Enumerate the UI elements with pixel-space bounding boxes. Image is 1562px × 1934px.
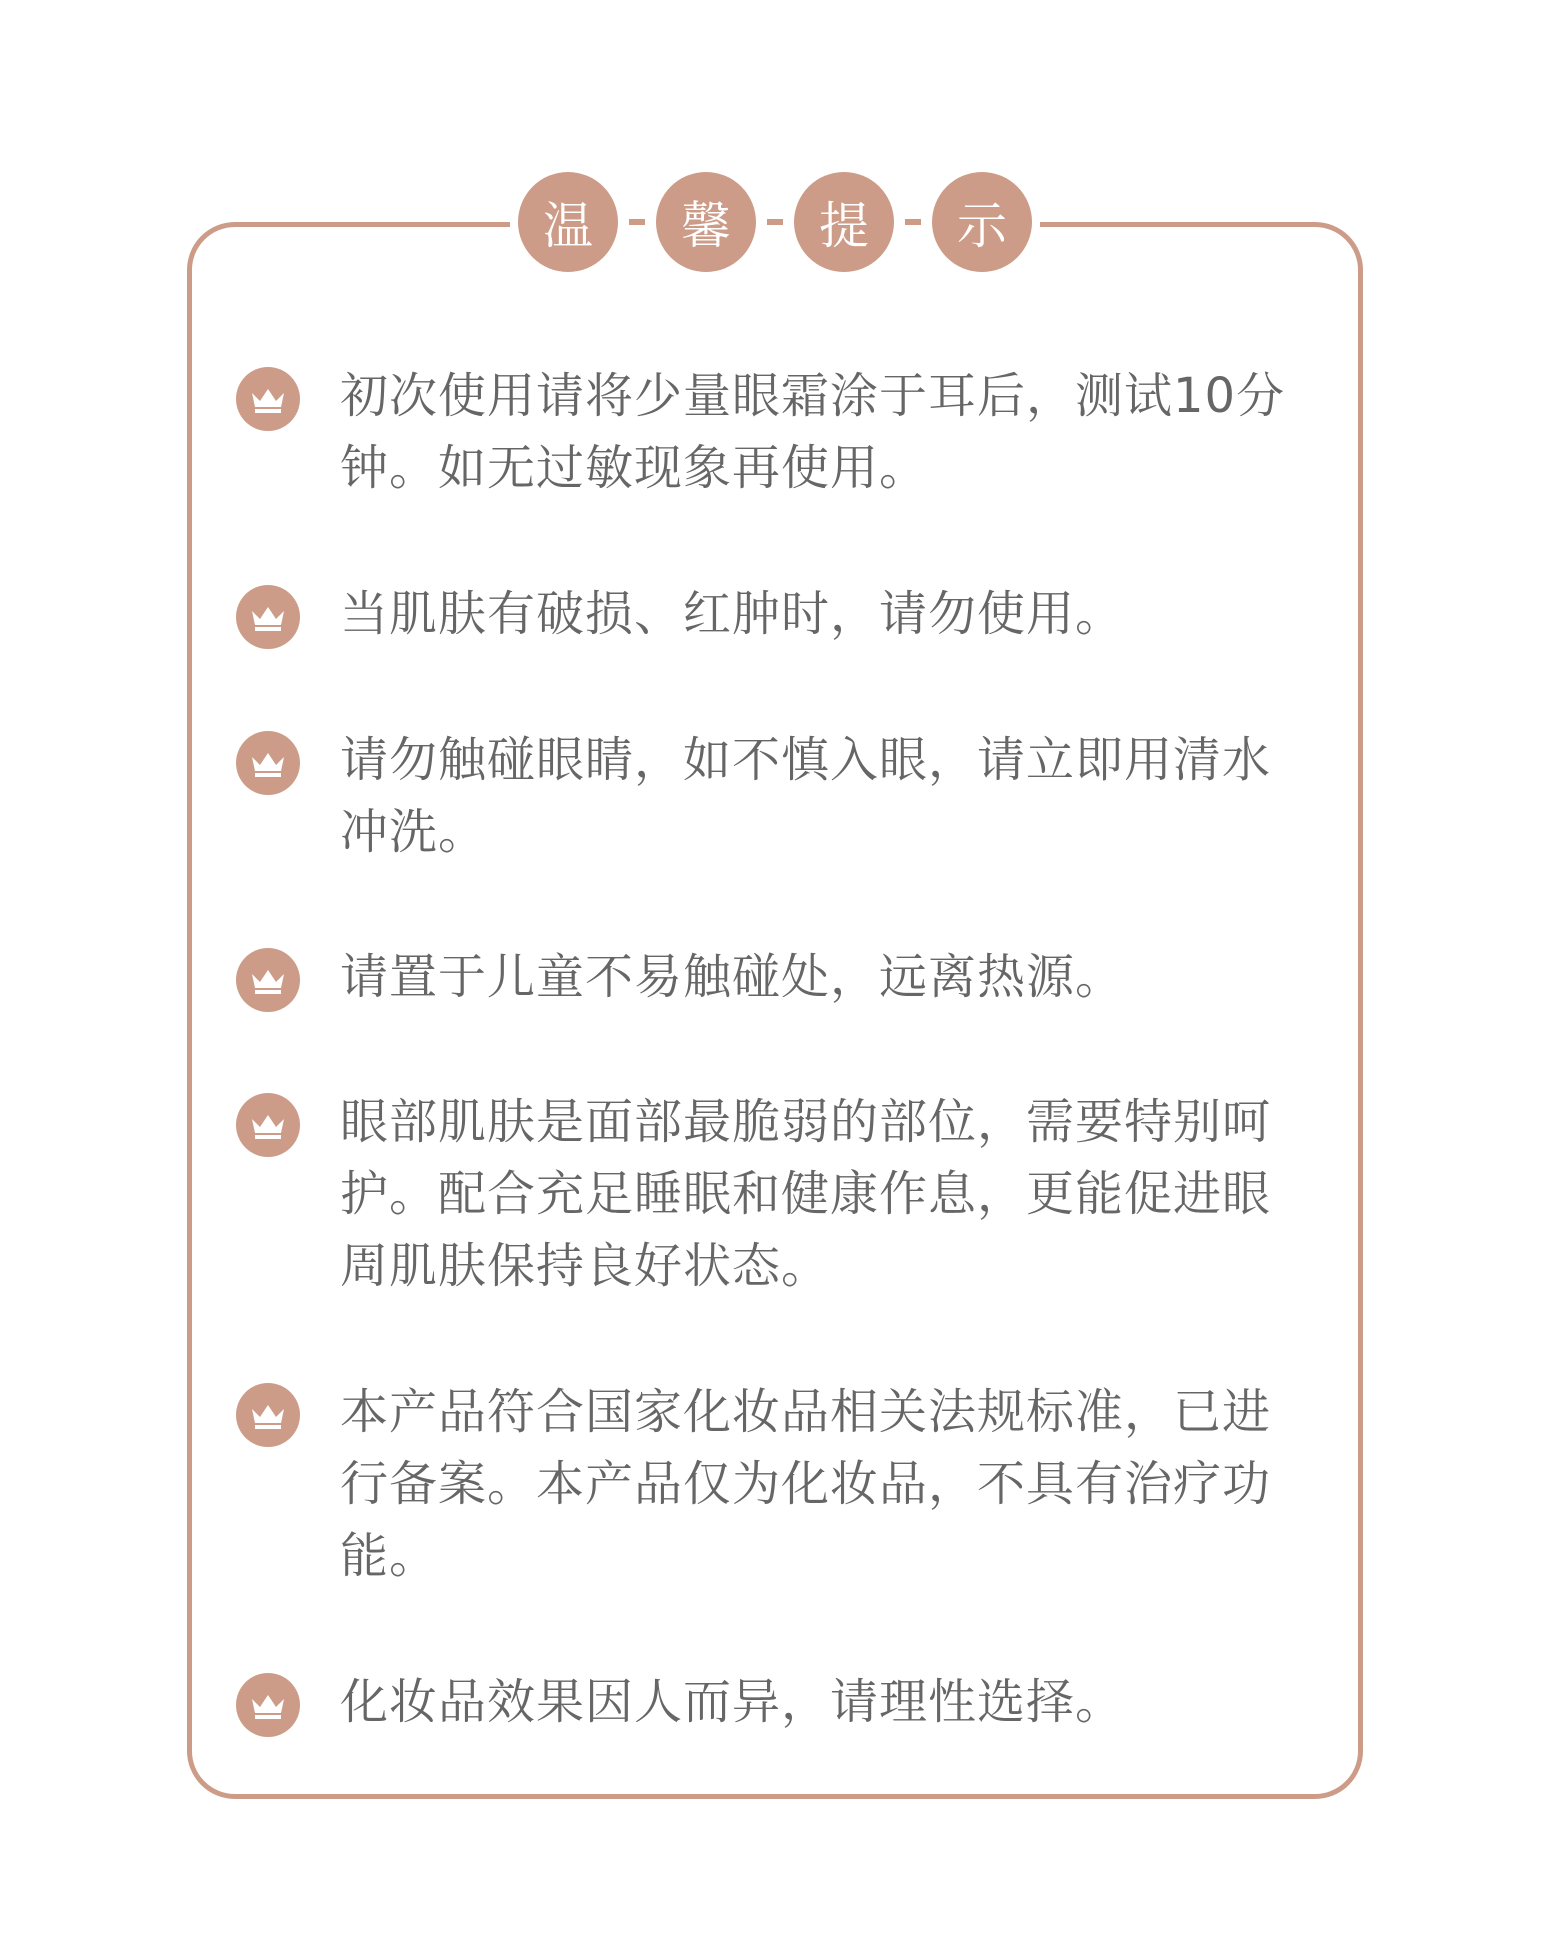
notice-item-text: 本产品符合国家化妆品相关法规标准，已进行备案。本产品仅为化妆品，不具有治疗功能。 [340,1384,1272,1584]
crown-icon [236,367,300,431]
notice-item-text: 当肌肤有破损、红肿时，请勿使用。 [340,586,1125,642]
notice-item [236,1086,1316,1302]
title-dash [767,219,783,225]
notice-item-text: 化妆品效果因人而异，请理性选择。 [340,1674,1125,1730]
notice-item [236,724,1316,868]
crown-icon [236,1673,300,1737]
title-banner [510,172,1040,272]
title-char-circle: 馨 [656,172,756,272]
title-dash [905,219,921,225]
notice-item-text: 眼部肌肤是面部最脆弱的部位，需要特别呵护。配合充足睡眠和健康作息，更能促进眼周肌肤保持良好状态。 [340,1094,1272,1294]
crown-icon [236,731,300,795]
notice-item [236,360,1316,504]
notice-item [236,1666,1316,1738]
crown-icon [236,1383,300,1447]
crown-icon [236,948,300,1012]
title-char-circle: 示 [932,172,1032,272]
notice-item [236,941,1316,1013]
title-dash [629,219,645,225]
notice-item [236,578,1316,650]
notice-item-text: 初次使用请将少量眼霜涂于耳后，测试10分钟。如无过敏现象再使用。 [340,368,1286,496]
title-char-circle: 温 [518,172,618,272]
crown-icon [236,1093,300,1157]
crown-icon [236,585,300,649]
notice-item [236,1376,1316,1592]
notice-item-text: 请置于儿童不易触碰处，远离热源。 [340,949,1125,1005]
notice-item-text: 请勿触碰眼睛，如不慎入眼，请立即用清水冲洗。 [340,732,1272,860]
title-char-circle: 提 [794,172,894,272]
